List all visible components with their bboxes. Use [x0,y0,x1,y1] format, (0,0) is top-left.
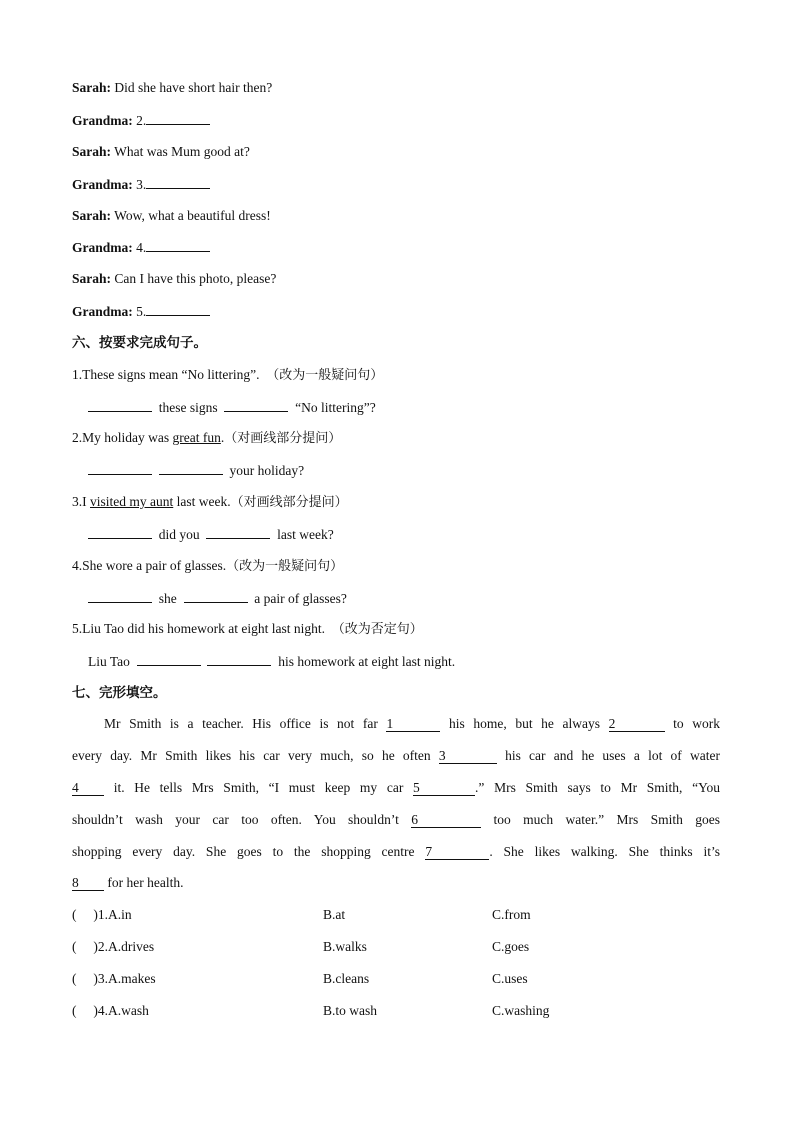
answer-blank[interactable] [146,110,210,125]
option-row-4-c[interactable]: C.washing [492,1003,550,1018]
cloze-line-5: shopping every day. She goes to the shopping centre 7 . She likes walking. She thinks it’s [72,844,720,859]
dialogue-line-6: Grandma: 4. [72,237,722,257]
answer-blank[interactable] [146,174,210,189]
answer-blank[interactable] [159,460,223,475]
cloze-blank-2[interactable]: 2 [609,717,665,732]
cloze-line-1: Mr Smith is a teacher. His office is not far 1 his home, but he always 2 to work [104,716,720,731]
s6-q3-answer: did you last week? [88,524,722,544]
s6-q4: 4.She wore a pair of glasses.（改为一般疑问句） [72,558,344,574]
cloze-blank-4[interactable]: 4 [72,781,104,796]
answer-blank[interactable] [88,397,152,412]
dialogue-line-8: Grandma: 5. [72,301,722,321]
dialogue-line-1: Sarah: Did she have short hair then? [72,80,273,95]
option-row-1-q[interactable]: ( )1.A.in [72,907,132,922]
answer-blank[interactable] [224,397,288,412]
option-row-3-b[interactable]: B.cleans [323,971,370,986]
answer-blank[interactable] [146,301,210,316]
s6-q2-answer: your holiday? [88,460,722,480]
cloze-blank-1[interactable]: 1 [386,717,440,732]
section7-heading: 七、完形填空。 [72,685,167,701]
s6-q1-answer: these signs “No littering”? [88,397,722,417]
option-row-2-c[interactable]: C.goes [492,939,530,954]
cloze-blank-3[interactable]: 3 [439,749,497,764]
dialogue-line-7: Sarah: Can I have this photo, please? [72,271,277,286]
s6-q3: 3.I visited my aunt last week.（对画线部分提问） [72,494,348,510]
s6-q2: 2.My holiday was great fun.（对画线部分提问） [72,430,342,446]
s6-q5: 5.Liu Tao did his homework at eight last night. （改为否定句） [72,621,423,637]
cloze-line-4: shouldn’t wash your car too often. You shouldn’t 6 too much water.” Mrs Smith goes [72,812,720,827]
answer-blank[interactable] [206,524,270,539]
cloze-blank-8[interactable]: 8 [72,876,104,891]
s6-q4-answer: she a pair of glasses? [88,588,722,608]
answer-blank[interactable] [146,237,210,252]
dialogue-line-4: Grandma: 3. [72,174,722,194]
option-row-2-q[interactable]: ( )2.A.drives [72,939,155,954]
dialogue-line-2: Grandma: 2. [72,110,722,130]
option-row-1-c[interactable]: C.from [492,907,531,922]
s6-q5-answer: Liu Tao his homework at eight last night. [88,651,722,671]
option-row-2-b[interactable]: B.walks [323,939,367,954]
cloze-line-2: every day. Mr Smith likes his car very much, so he often 3 his car and he uses a lot of water [72,748,720,763]
cloze-blank-6[interactable]: 6 [411,813,481,828]
answer-blank[interactable] [137,651,201,666]
answer-blank[interactable] [184,588,248,603]
dialogue-line-3: Sarah: What was Mum good at? [72,144,250,159]
option-row-4-q[interactable]: ( )4.A.wash [72,1003,149,1018]
cloze-line-3: 4 it. He tells Mrs Smith, “I must keep my car 5 .” Mrs Smith says to Mr Smith, “You [72,780,720,795]
option-row-4-b[interactable]: B.to wash [323,1003,377,1018]
answer-blank[interactable] [88,460,152,475]
section6-heading: 六、按要求完成句子。 [72,335,207,351]
dialogue-line-5: Sarah: Wow, what a beautiful dress! [72,208,271,223]
s6-q1: 1.These signs mean “No littering”. （改为一般疑问句） [72,367,384,383]
answer-blank[interactable] [207,651,271,666]
answer-blank[interactable] [88,524,152,539]
option-row-1-b[interactable]: B.at [323,907,346,922]
answer-blank[interactable] [88,588,152,603]
cloze-line-6: 8 for her health. [72,875,184,890]
option-row-3-c[interactable]: C.uses [492,971,528,986]
option-row-3-q[interactable]: ( )3.A.makes [72,971,156,986]
cloze-blank-5[interactable]: 5 [413,781,475,796]
cloze-blank-7[interactable]: 7 [425,845,489,860]
